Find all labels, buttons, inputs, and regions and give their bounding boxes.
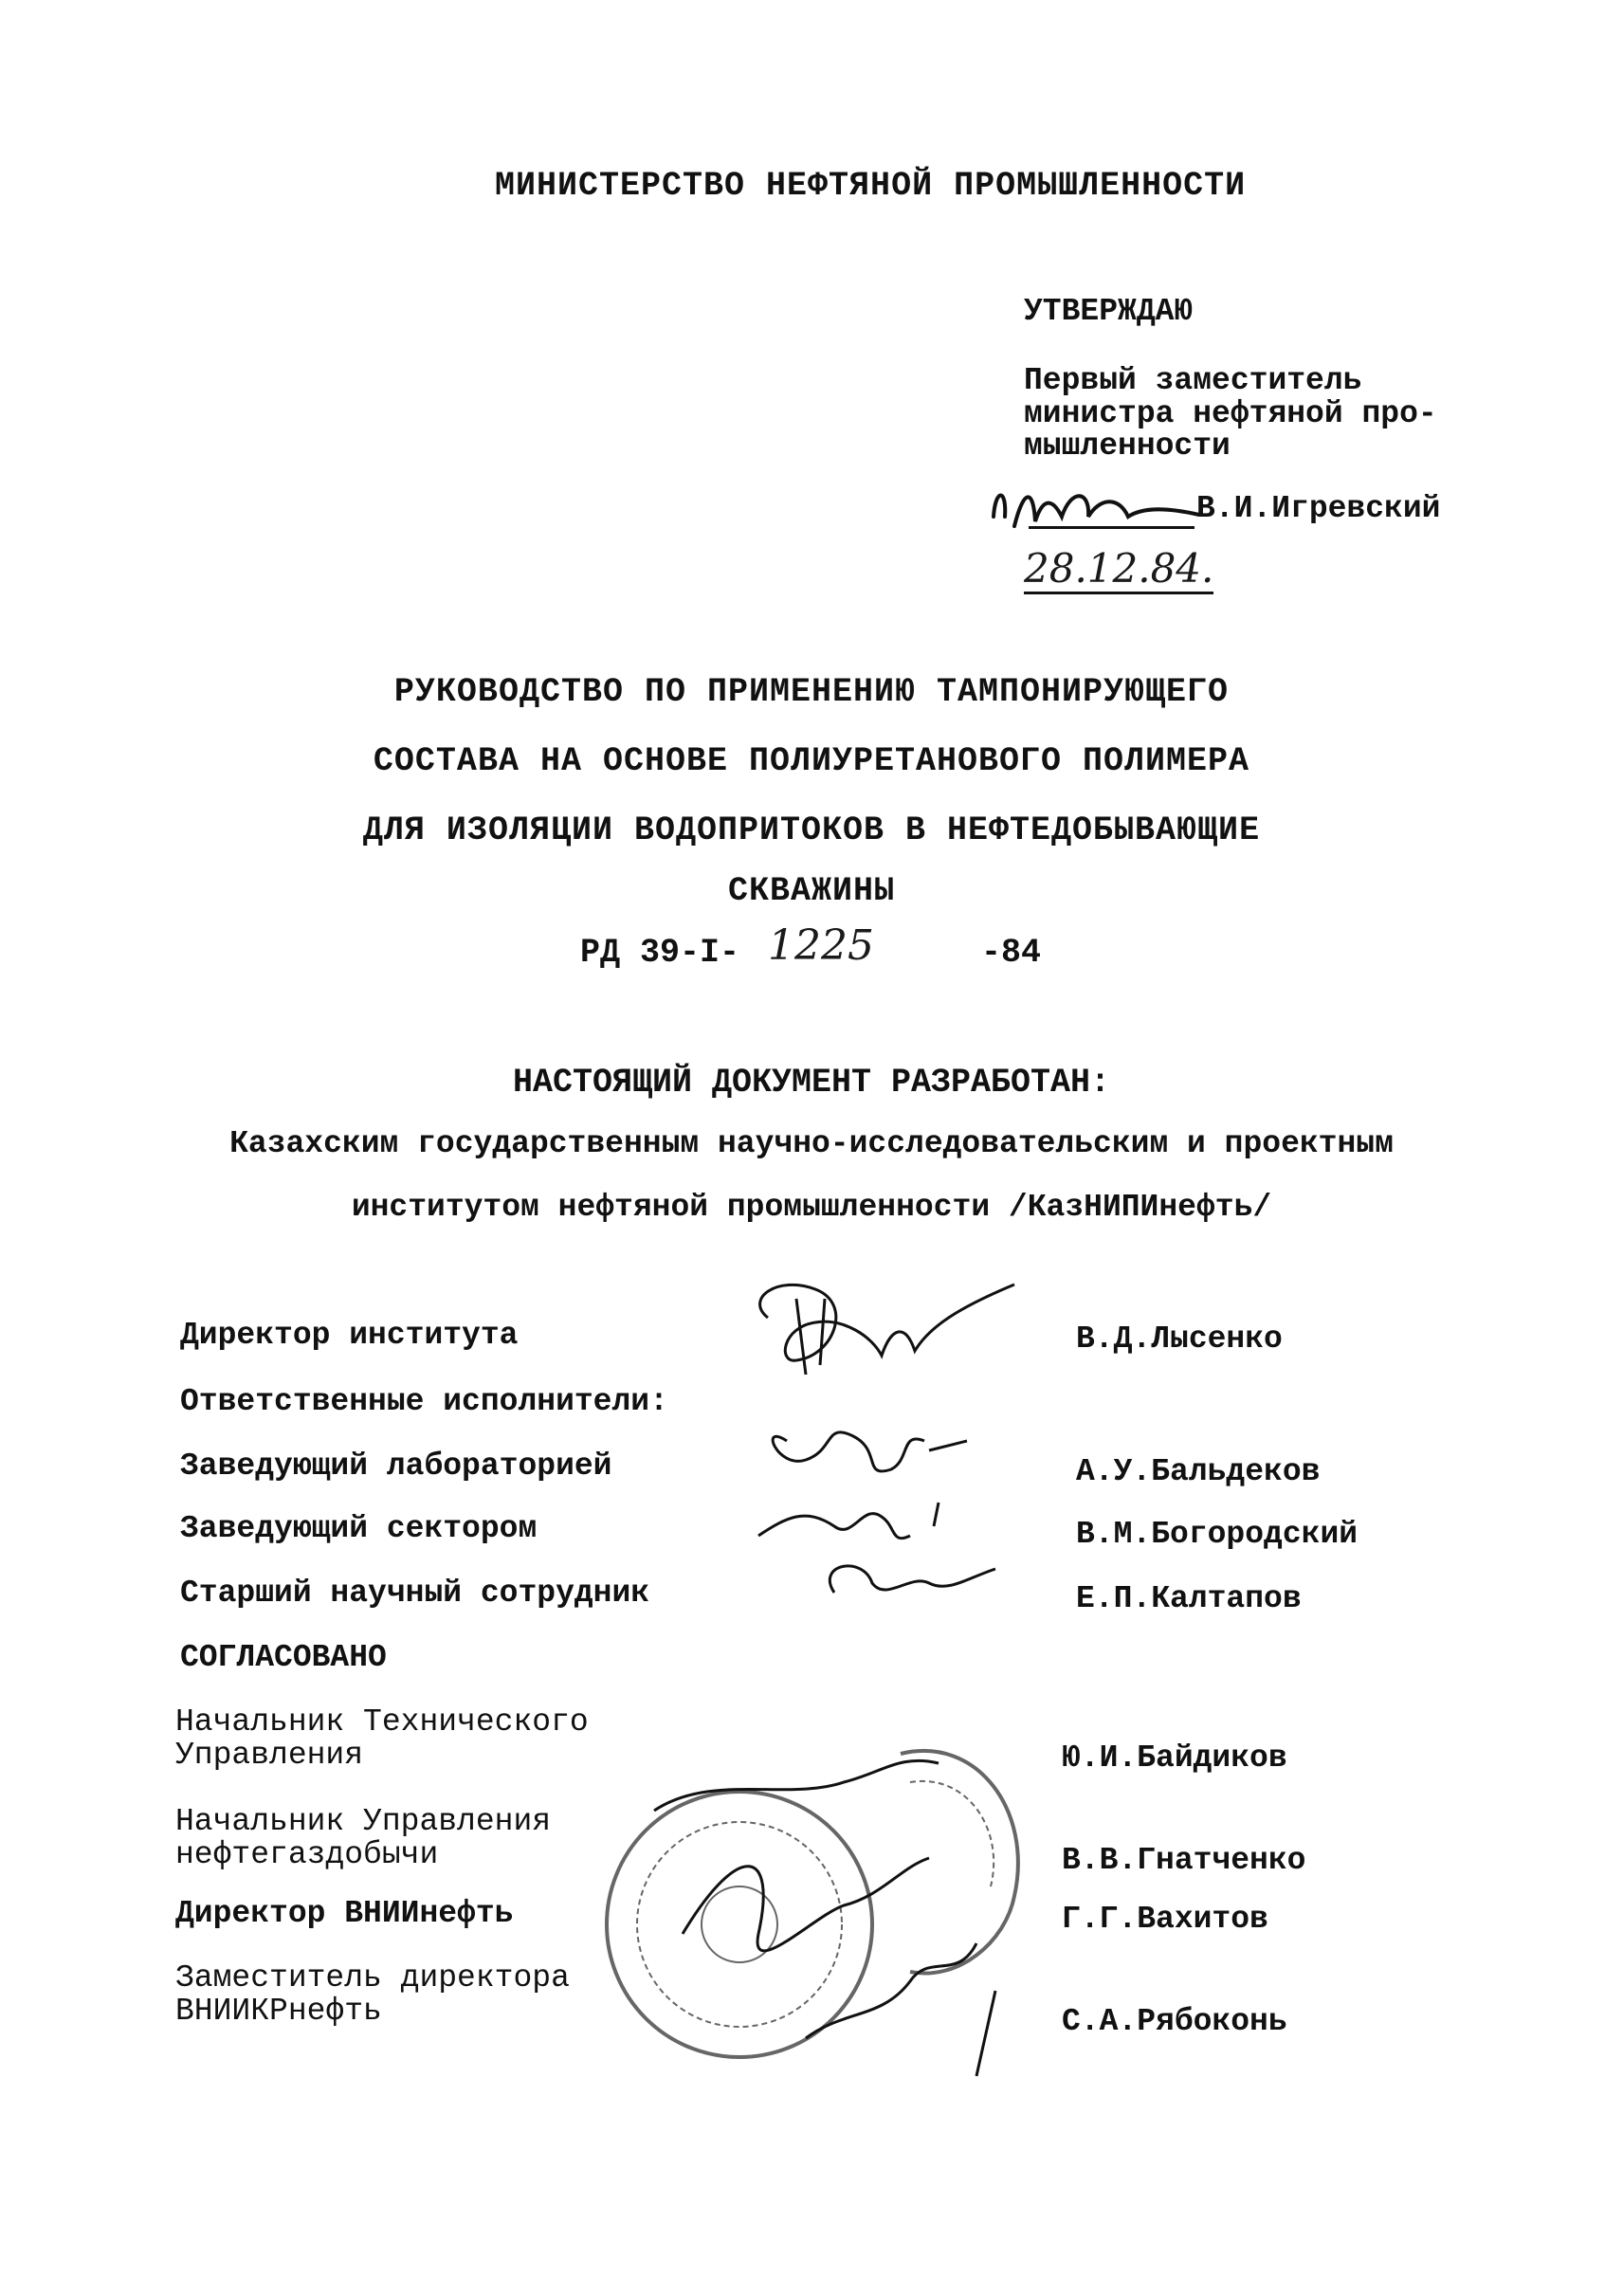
title-line: РУКОВОДСТВО ПО ПРИМЕНЕНИЮ ТАМПОНИРУЮЩЕГО [393, 673, 1230, 711]
seal-stamp [597, 1697, 1090, 2114]
developer-line: Казахским государственным научно-исследовательским и проектным [229, 1126, 1394, 1161]
agreed-role-line: Заместитель директора [175, 1960, 570, 1995]
approval-position-line: мышленности [1024, 428, 1231, 465]
executor-name: А.У.Бальдеков [1076, 1454, 1321, 1489]
title-line: СОСТАВА НА ОСНОВЕ ПОЛИУРЕТАНОВОГО ПОЛИМЕРА [373, 742, 1250, 780]
executor-name: В.М.Богородский [1076, 1517, 1359, 1552]
executors-signatures [720, 1412, 1024, 1621]
document-code-prefix: РД 39-I- [580, 934, 740, 972]
approval-date: 28.12.84. [1024, 545, 1213, 594]
agreed-name: С.А.Рябоконь [1062, 2004, 1287, 2039]
approver-name: В.И.Игревский [1196, 491, 1441, 526]
agreed-role [175, 1806, 551, 1871]
agreed-role [175, 1898, 513, 1931]
executor-role: Заведующий сектором [180, 1511, 538, 1546]
approval-heading: УТВЕРЖДАЮ [1024, 294, 1194, 329]
executor-name: Е.П.Калтапов [1076, 1581, 1302, 1616]
title-line: ДЛЯ ИЗОЛЯЦИИ ВОДОПРИТОКОВ В НЕФТЕДОБЫВАЮЩИЕ [362, 811, 1261, 849]
agreed-role [175, 1706, 589, 1772]
agreed-name: Ю.И.Байдиков [1062, 1740, 1287, 1776]
document-code-number: 1225 [768, 921, 874, 970]
ministry-header: МИНИСТЕРСТВО НЕФТЯНОЙ ПРОМЫШЛЕННОСТИ [495, 167, 1247, 205]
document-code-suffix: -84 [981, 934, 1042, 972]
agreed-role-line: Директор ВНИИнефть [175, 1896, 514, 1931]
agreed-name: Г.Г.Вахитов [1062, 1902, 1268, 1937]
director-signature [739, 1270, 1024, 1384]
agreed-role [175, 1962, 570, 2028]
agreed-heading: СОГЛАСОВАНО [180, 1640, 387, 1675]
executor-role: Заведующий лабораторией [180, 1449, 612, 1484]
developer-line: институтом нефтяной промышленности /КазНИПИнефть/ [351, 1190, 1272, 1225]
agreed-role-line: Начальник Технического [175, 1704, 589, 1740]
executor-role: Старший научный сотрудник [180, 1576, 650, 1611]
agreed-name: В.В.Гнатченко [1062, 1843, 1306, 1878]
responsible-heading: Ответственные исполнители: [180, 1384, 668, 1419]
developer-heading: НАСТОЯЩИЙ ДОКУМЕНТ РАЗРАБОТАН: [512, 1064, 1111, 1102]
director-role: Директор института [180, 1318, 519, 1353]
agreed-role-line: Управления [175, 1737, 364, 1773]
approval-position-line: Первый заместитель [1024, 363, 1362, 398]
director-name: В.Д.Лысенко [1076, 1321, 1283, 1357]
agreed-role-line: ВНИИКРнефть [175, 1993, 382, 2029]
approval-position-line: министра нефтяной про- [1024, 395, 1437, 431]
agreed-role-line: Начальник Управления [175, 1804, 552, 1839]
signature-line [1029, 526, 1194, 529]
agreed-role-line: нефтегаздобычи [175, 1836, 439, 1872]
approval-position [1024, 365, 1437, 464]
title-line: СКВАЖИНЫ [727, 872, 896, 910]
